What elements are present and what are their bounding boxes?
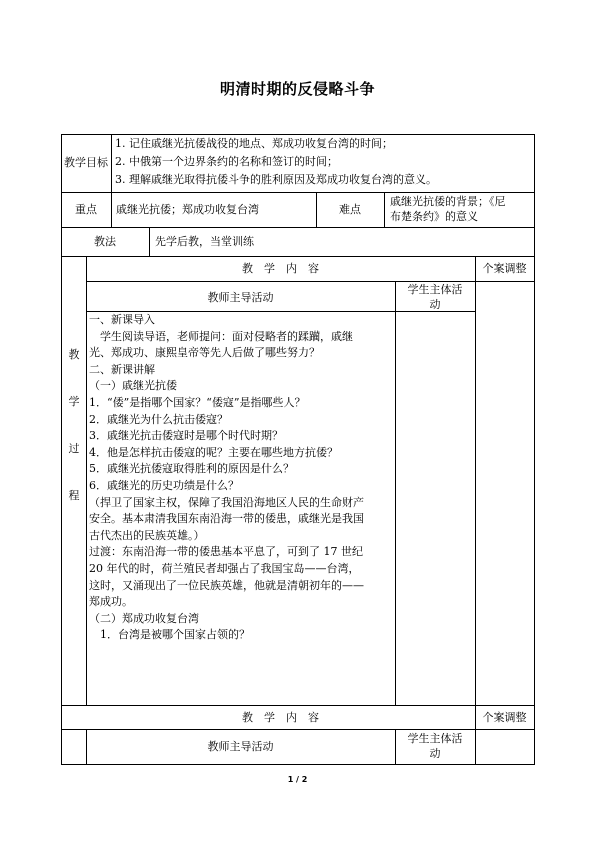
content-line: 5．戚继光抗倭寇取得胜利的原因是什么？ <box>89 462 294 476</box>
objective-item: 1. 记住戚继光抗倭战役的地点、郑成功收复台湾的时间； <box>115 137 393 150</box>
content-line: 1．台湾是被哪个国家占领的？ <box>89 628 250 642</box>
page-title: 明清时期的反侵略斗争 <box>219 80 375 98</box>
content-line: 6．戚继光的历史功绩是什么？ <box>89 478 239 492</box>
content-line: 光、郑成功、康熙皇帝等先人后做了哪些努力？ <box>89 346 320 360</box>
adjust-header-repeat: 个案调整 <box>482 711 527 724</box>
objectives-list <box>115 136 533 190</box>
process-label-char: 程 <box>68 489 80 502</box>
content-line: 4．他是怎样抗击倭寇的呢？主要在哪些地方抗倭？ <box>89 445 338 459</box>
process-label-char: 学 <box>68 395 80 408</box>
method-value: 先学后教，当堂训练 <box>155 235 254 248</box>
content-line: 1．“倭”是指哪个国家？“倭寇”是指哪些人？ <box>89 395 306 409</box>
content-header: 教 学 内 容 <box>242 262 319 275</box>
teacher-activity-content <box>89 312 394 644</box>
content-line: 一、新课导入 <box>89 313 155 326</box>
objectives-label: 教学目标 <box>64 156 108 169</box>
content-line: 安全。基本肃清我国东南沿海一带的倭患，戚继光是我国 <box>89 512 364 526</box>
method-label: 教法 <box>94 235 116 248</box>
content-line: 3．戚继光抗击倭寇时是哪个时代时期？ <box>89 429 283 443</box>
content-line: （捍卫了国家主权，保障了我国沿海地区人民的生命财产 <box>89 495 364 509</box>
adjust-header: 个案调整 <box>482 262 527 275</box>
objective-item: 2. 中俄第一个边界条约的名称和签订的时间； <box>115 155 338 168</box>
process-label-char: 教 <box>68 348 80 361</box>
content-line: 二、新课讲解 <box>89 362 155 376</box>
content-line: （一）戚继光抗倭 <box>89 379 177 393</box>
content-line: 20 年代的时，荷兰殖民者却强占了我国宝岛——台湾， <box>89 561 360 575</box>
keypoints-label: 重点 <box>75 203 97 216</box>
student-header: 学生主体活 动 <box>407 283 463 311</box>
difficulty-label: 难点 <box>339 203 361 216</box>
content-line: 过渡：东南沿海一带的倭患基本平息了，可到了 17 世纪 <box>89 545 363 559</box>
content-line: 古代杰出的民族英雄。） <box>89 528 205 542</box>
difficulty-value: 戚继光抗倭的背景；《尼 布楚条约》的意义 <box>390 195 506 223</box>
content-line: （二）郑成功收复台湾 <box>89 611 199 625</box>
process-label-char: 过 <box>68 442 80 455</box>
teacher-header: 教师主导活动 <box>207 291 274 304</box>
content-line: 郑成功。 <box>89 595 133 609</box>
page-number: 1 / 2 <box>287 775 308 784</box>
content-line: 学生阅读导语，老师提问：面对侵略者的蹂躏，戚继 <box>89 329 353 343</box>
teacher-header-repeat: 教师主导活动 <box>207 740 274 753</box>
objective-item: 3. 理解戚继光取得抗倭斗争的胜利原因及郑成功收复台湾的意义。 <box>115 173 437 186</box>
content-line: 这时，又涌现出了一位民族英雄，他就是清朝初年的—— <box>89 578 364 592</box>
keypoints-value: 戚继光抗倭；郑成功收复台湾 <box>116 203 259 216</box>
content-header-repeat: 教 学 内 容 <box>242 711 319 724</box>
student-header-repeat: 学生主体活 动 <box>407 732 463 760</box>
content-line: 2．戚继光为什么抗击倭寇？ <box>89 412 228 426</box>
